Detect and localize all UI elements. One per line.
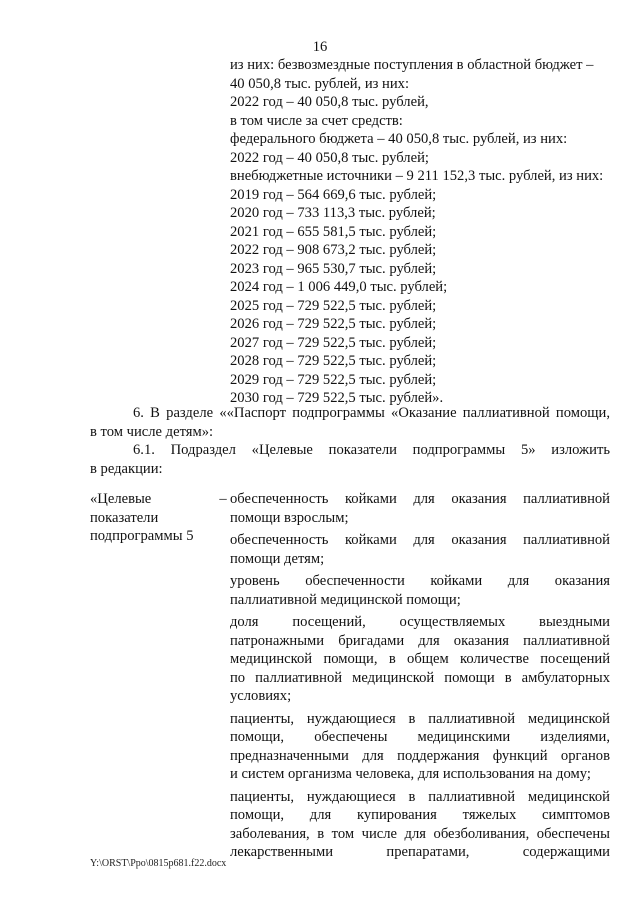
indicator-line: обеспеченность койками для оказания паллиативной xyxy=(230,491,610,507)
indicator-line: пациенты, нуждающиеся в паллиативной медицинской xyxy=(230,788,610,805)
funding-line: внебюджетные источники – 9 211 152,3 тыс. рублей, из них: xyxy=(230,168,604,184)
indicator-line: заболевания, в том числе для обезболивания, обеспечены xyxy=(230,825,610,842)
indicator-line: помощи, для купирования тяжелых симптомов xyxy=(230,807,610,823)
indicators-label-line: «Целевые xyxy=(90,491,152,507)
indicators-list xyxy=(230,490,610,866)
indicator-line: паллиативной медицинской помощи; xyxy=(230,591,461,608)
indicator-line: по паллиативной медицинской помощи в амбулаторных xyxy=(230,669,610,686)
section-6-1-paragraph-line: 6.1. Подраздел «Целевые показатели подпрограммы 5» изложить xyxy=(133,442,610,458)
funding-line: 2024 год – 1 006 449,0 тыс. рублей; xyxy=(230,279,448,295)
funding-line: из них: безвозмездные поступления в областной бюджет – xyxy=(230,57,594,73)
funding-line: 2029 год – 729 522,5 тыс. рублей; xyxy=(230,371,437,388)
indicator-line: условиях; xyxy=(230,688,292,704)
funding-line: 2020 год – 733 113,3 тыс. рублей; xyxy=(230,205,436,221)
indicator-item xyxy=(230,788,610,862)
funding-line: 2023 год – 965 530,7 тыс. рублей; xyxy=(230,260,437,277)
indicator-line: помощи, обеспечены медицинскими изделиями, xyxy=(230,729,610,745)
funding-line: 2021 год – 655 581,5 тыс. рублей; xyxy=(230,223,437,240)
indicator-item xyxy=(230,710,610,784)
funding-line: 2022 год – 40 050,8 тыс. рублей, xyxy=(230,94,429,110)
indicator-line: медицинской помощи, в общем количестве посещений xyxy=(230,651,610,667)
funding-line: 2026 год – 729 522,5 тыс. рублей; xyxy=(230,316,437,332)
section-6-text xyxy=(90,404,610,478)
indicator-line: доля посещений, осуществляемых выездными xyxy=(230,614,610,630)
funding-line: 2022 год – 40 050,8 тыс. рублей; xyxy=(230,149,429,166)
page-number: 16 xyxy=(312,39,328,55)
funding-line: 2019 год – 564 669,6 тыс. рублей; xyxy=(230,186,437,203)
indicator-line: и систем организма человека, для использования на дому; xyxy=(230,766,591,782)
funding-line: в том числе за счет средств: xyxy=(230,112,403,129)
indicator-line: уровень обеспеченности койками для оказания xyxy=(230,573,610,589)
indicator-line: пациенты, нуждающиеся в паллиативной медицинской xyxy=(230,710,610,727)
indicator-line: обеспеченность койками для оказания паллиативной xyxy=(230,532,610,548)
funding-line: 2027 год – 729 522,5 тыс. рублей; xyxy=(230,334,437,351)
funding-line: 2028 год – 729 522,5 тыс. рублей; xyxy=(230,353,437,369)
file-path-footer: Y:\ORST\Ppo\0815p681.f22.docx xyxy=(90,858,227,869)
indicators-label xyxy=(90,490,210,546)
indicator-line: предназначенными для поддержания функций органов xyxy=(230,747,610,764)
section-6-1-paragraph-line: в редакции: xyxy=(90,460,163,477)
funding-line: 2030 год – 729 522,5 тыс. рублей». xyxy=(230,390,444,406)
indicator-line: лекарственными препаратами, содержащими xyxy=(230,844,610,860)
funding-line: 2025 год – 729 522,5 тыс. рублей; xyxy=(230,297,437,314)
indicator-line: помощи взрослым; xyxy=(230,509,349,526)
indicator-line: патронажными бригадами для оказания паллиативной xyxy=(230,632,610,649)
indicator-item xyxy=(230,490,610,527)
funding-line: 2022 год – 908 673,2 тыс. рублей; xyxy=(230,242,437,258)
indicator-line: помощи детям; xyxy=(230,550,325,567)
funding-line: федерального бюджета – 40 050,8 тыс. рублей, из них: xyxy=(230,131,568,147)
indicators-label-line: показатели xyxy=(90,509,159,526)
section-6-paragraph-line: в том числе детям»: xyxy=(90,423,214,440)
section-6-paragraph-line: 6. В разделе ««Паспорт подпрограммы «Оказание паллиативной помощи, xyxy=(133,405,610,421)
indicators-label-line: подпрограммы 5 xyxy=(90,528,194,544)
funding-list xyxy=(230,56,615,408)
indicator-item xyxy=(230,613,610,706)
indicator-item xyxy=(230,531,610,568)
indicator-item xyxy=(230,572,610,609)
funding-line: 40 050,8 тыс. рублей, из них: xyxy=(230,75,410,92)
label-dash: – xyxy=(219,491,227,507)
